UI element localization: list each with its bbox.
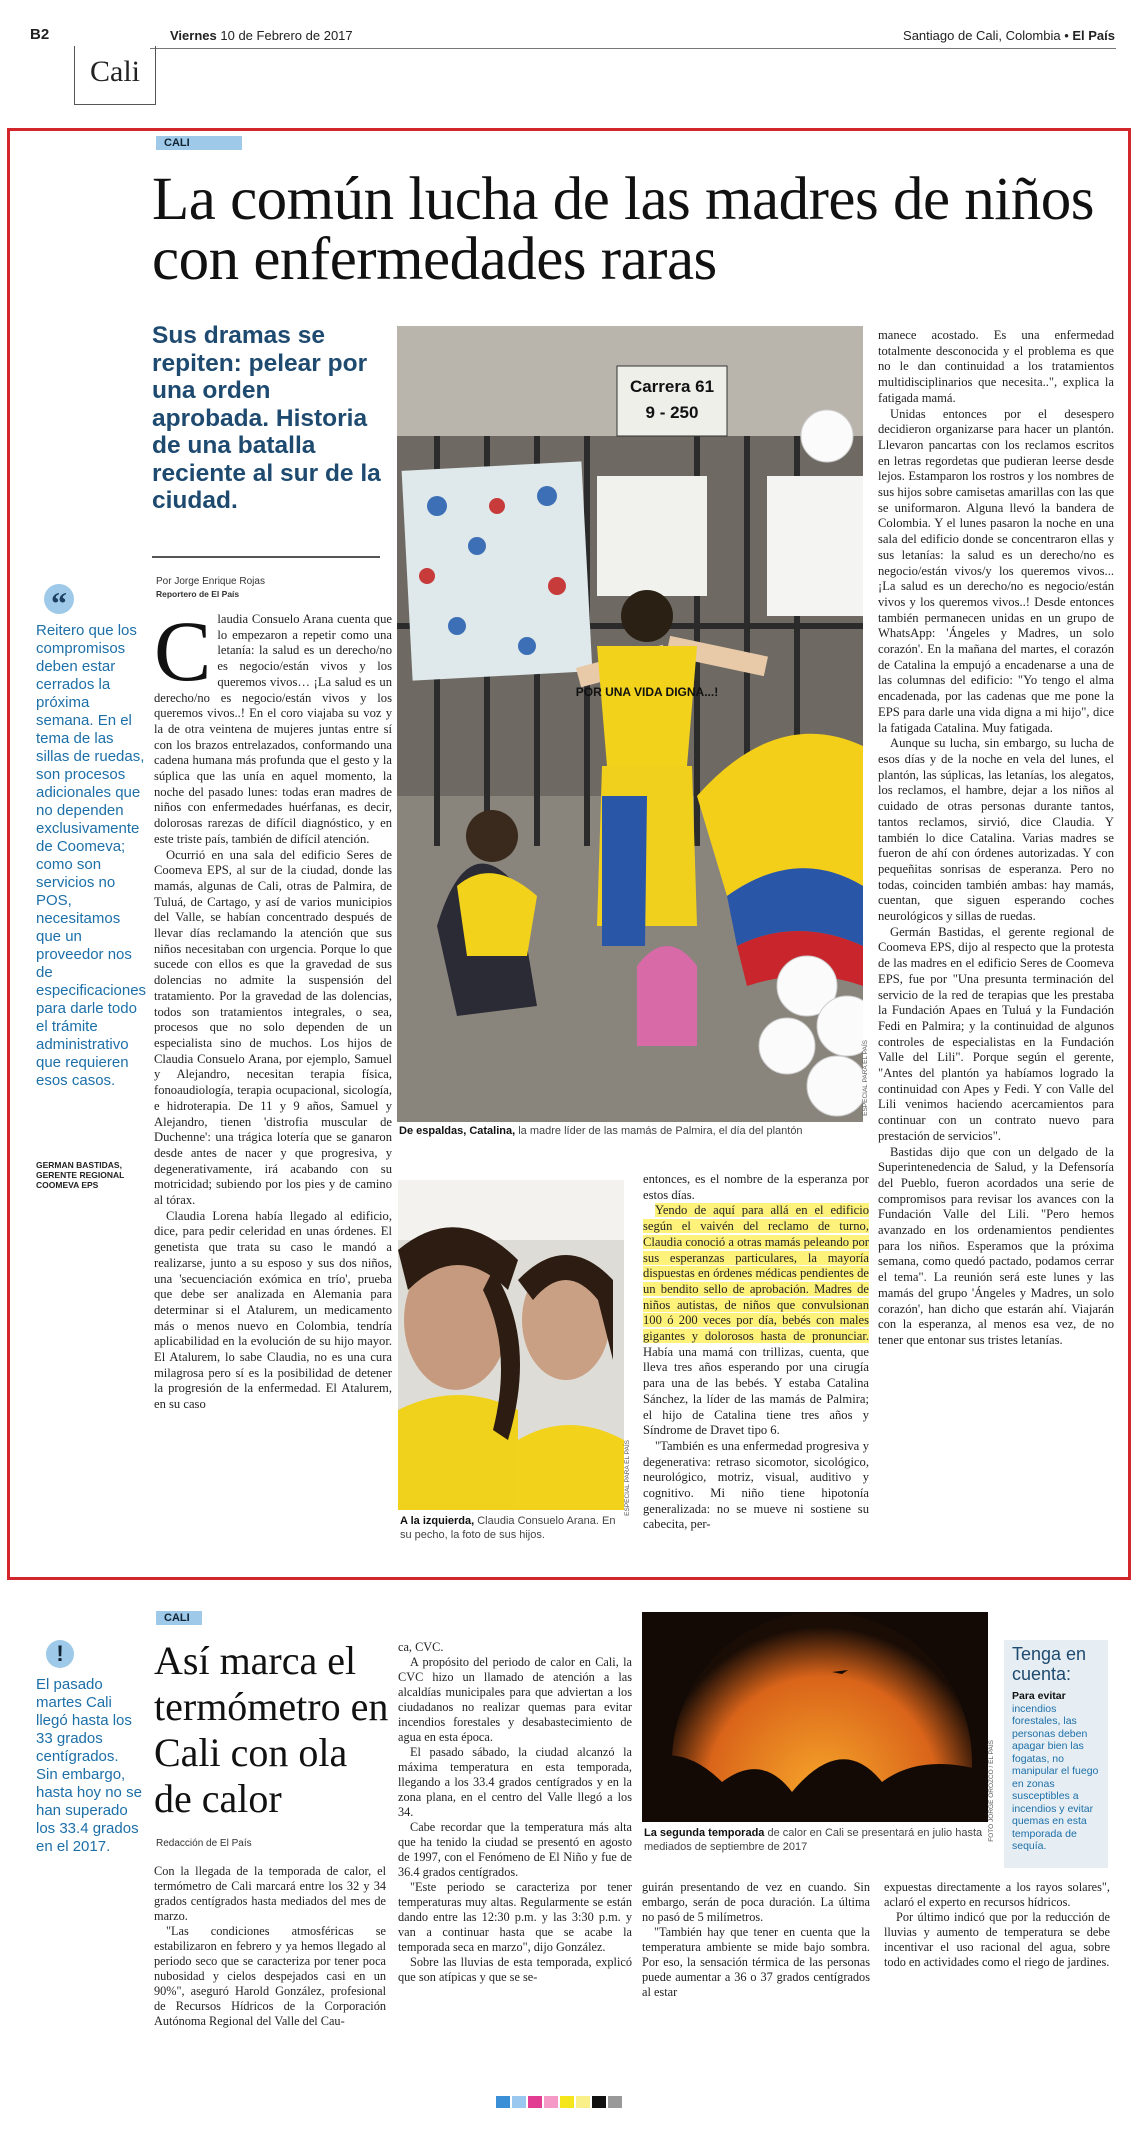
paper-name: El País	[1072, 28, 1115, 43]
photo1-caption-bold: De espaldas, Catalina,	[399, 1125, 516, 1137]
paragraph: Aunque su lucha, sin embargo, su lucha de esos días y de la noche en vela del lunes, el plantón, las súplicas, las letanías, los alegatos, los reclamos, el hambre, dejar a los niños al cuidado de otras personas durante tantos, tantos reclamos, sirvió, dice Claudia. Y también lo dice Catalina. Varias madres se fueron de ahí con órdenes autorizadas. Y con pequeñitas sonrisas de esperanza. Pero no todas, coinciden también ambas: hay mamás, cuentan, que siguen esperando coches neurológicos y sillas de ruedas.	[878, 736, 1114, 924]
tips-box-title: Tenga en cuenta:	[1012, 1644, 1087, 1684]
sunset-photo-image	[642, 1612, 988, 1822]
pull-quote: Reitero que los compromisos deben estar cerrados la próxima semana. En el tema de las sillas de ruedas, son procesos adicionales que no dependen exclusivamente de Coomeva; como son servicios no POS, necesitamos que un proveedor nos de especificaciones para darle todo el trámite administrativo que requieren esos casos.	[36, 622, 147, 1089]
color-swatch	[560, 2096, 574, 2108]
section-flag: Cali	[74, 46, 156, 105]
article2-column-3	[642, 1880, 870, 2064]
drop-cap: C	[154, 612, 212, 699]
paragraph-continued: Había una mamá con trillizas, cuenta, que lleva tres años esperando por una cirugía para una de las bebés. Y estaba Catalina Sánchez, la líder de las mamás de Palmira; el hijo de Catalina tiene tres años y Síndrome de Dravet tipo 6.	[643, 1344, 869, 1438]
byline-role: Reportero de El País	[156, 589, 240, 599]
paragraph: A propósito del periodo de calor en Cali, la CVC hizo un llamado de atención a las alcaldías municipales para que adviertan a los ciudadanos no realizar quemas para evitar incendios forestales y desabastecimiento de agua en esta época.	[398, 1655, 632, 1744]
paragraph: laudia Consuelo Arana cuenta que lo empezaron a repetir como una letanía: la salud es un derecho/no es negocio/están vivos y los queremos vivos… ¡La salud es un derecho/no es negocio/están vivos y los queremos vivos..! En el coro viajaba su voz y la de otra veintena de mujeres juntas entre sí con los brazos entrelazados, conformando una cadena humana más profunda que el gesto y la súplica que las unía en aquel momento, la noche del pasado lunes: todas eran madres de niños con enfermedades huérfanas, es decir, dolorosas rarezas de difícil diagnóstico, y en este triste país, también de difícil atención.	[154, 612, 392, 846]
color-swatch	[608, 2096, 622, 2108]
issue-date	[170, 28, 353, 43]
quote-icon: “	[44, 584, 74, 614]
sunset-caption-text: de calor en Cali se presentará en julio hasta mediados de septiembre de 2017	[644, 1827, 983, 1853]
alert-icon: !	[46, 1640, 74, 1668]
tips-box	[1004, 1640, 1108, 1868]
paragraph: El pasado sábado, la ciudad alcanzó la máxima temperatura en esta temporada, llegando a los 33.4 grados centígrados y en la zona plana, en el centro del Valle llegó a los 34.	[398, 1745, 632, 1819]
photo2-caption	[400, 1514, 624, 1542]
paragraph: Ocurrió en una sala del edificio Seres de Coomeva EPS, al sur de la ciudad, donde las mamás, algunas de Cali, otras de Palmira, de Tuluá, de Cartago, y así de varios municipios del Valle, se habían concentrado después de llevar días reclamando la atención que sus niños necesitaban con urgencia. Porque lo que sucede con ellos es que la gravedad de sus dolencias no admite la suspensión del tratamiento. Por la gravedad de las dolencias, todos son tratamientos integrales, o sea, procesos que no solo dependen de un especialista sino de muchos. Los hijos de Claudia Consuelo Arana, por ejemplo, Samuel y Alejandro, necesitan terapia física, fonoaudiología, terapia ocupacional, sicología, e hidroterapia. De 11 y 9 años, Samuel y Alejandro, tienen 'distrofia muscular de Duchenne': una trágica lotería que se ganaron desde antes de nacer y que progresiva, y degenerativamente, irá acabando con su motricidad; subiendo por los pies y de camino al tórax.	[154, 847, 392, 1208]
photo-sign-number: 9 - 250	[645, 403, 699, 422]
heat-sidebar-note: El pasado martes Cali llegó hasta los 33 grados centígrados. Sin embargo, hasta hoy no se han superado los 33.4 grados en el 2017.	[36, 1676, 142, 1855]
pull-quote-author: GERMAN BASTIDAS, GERENTE REGIONAL COOMEVA EPS	[36, 1160, 125, 1190]
color-swatch	[528, 2096, 542, 2108]
paragraph: "Las condiciones atmosféricas se estabilizaron en febrero y ya hemos llegado al periodo seco que se caracteriza por tener poca nubosidad y cielos despejados casi en un 90%", aseguró Harold González, profesional de Recursos Hídricos de la Corporación Autónoma Regional del Valle del Cau-	[154, 1924, 386, 2028]
location: Santiago de Cali, Colombia	[903, 28, 1061, 43]
article-column-4	[878, 328, 1114, 1562]
byline: Por Jorge Enrique Rojas	[156, 576, 265, 587]
tips-box-lead: Para evitar	[1012, 1690, 1066, 1702]
sunset-photo-credit: FOTO JORGE OROZCO / EL PAÍS	[988, 1740, 995, 1842]
selfie-photo	[398, 1180, 624, 1510]
paragraph: entonces, es el nombre de la esperanza por estos días.	[643, 1172, 869, 1202]
article2-column-1	[154, 1864, 386, 2064]
section-tag: CALI	[156, 136, 242, 150]
protest-photo-image	[397, 326, 863, 1122]
paragraph: Con la llegada de la temporada de calor, el termómetro de Cali marcará entre los 32 y 34 grados centígrados hasta mediados del mes de marzo.	[154, 1864, 386, 1923]
paragraph: Claudia Lorena había llegado al edificio, dice, para pedir celeridad en unas órdenes. El genetista que trata su caso le mandó a realizarse, junto a su esposo y sus dos niños, una 'secuenciación exómica en trío', prueba que debe ser analizada en Alemania para determinar si el Atalurem, un medicamento más o menos nuevo en Colombia, tendría aplicabilidad en la evolución de su hijo mayor. El Atalurem, lo sabe Claudia, no es una cura milagrosa pero sí es la posibilidad de detener la progresión de la enfermedad. El Atalurem, en su caso	[154, 1208, 392, 1412]
page-number: B2	[30, 26, 50, 43]
photo1-credit: ESPECIAL PARA EL PAÍS	[862, 1040, 869, 1116]
sunset-photo	[642, 1612, 988, 1822]
date-day: Viernes	[170, 28, 217, 43]
paragraph: "También es una enfermedad progresiva y degenerativa: retraso sicomotor, sicológico, neurológico, motriz, visual, auditivo y cognitivo. Mi niño tiene hipotonía generalizada: no se mueve ni sostiene su cabecita, per-	[643, 1438, 869, 1532]
article2-column-2	[398, 1640, 632, 2064]
photo1-caption-text: la madre líder de las mamás de Palmira, el día del plantón	[518, 1125, 803, 1137]
color-swatch	[496, 2096, 510, 2108]
tips-box-text	[1012, 1690, 1100, 1853]
protest-photo	[397, 326, 863, 1122]
article2-byline: Redacción de El País	[156, 1838, 252, 1849]
paragraph: manece acostado. Es una enfermedad totalmente desconocida y el problema es que no le dan continuidad a los tratamientos multidisciplinarios que necesita..", explica la fatigada mamá.	[878, 328, 1114, 405]
article-column-3	[643, 1172, 869, 1564]
paragraph: Bastidas dijo que con un delgado de la Superintenedencia de Salud, y la Defensoría del Pueblo, fueron acordados una serie de compromisos para revisar los avances con la Fundación Valle del Lili. "Pero hemos avanzado en los ordenamientos pendientes para los niños. Esperamos que la próxima semana, como quedó pactado, podamos cerrar el tema". La reunión será este lunes y las mamás del grupo 'Ángeles y Madres, un solo corazón', han dicho que estarán ahí. Viajarán con la esperanza, al menos esa vez, de no tener que entonar sus tristes letanías.	[878, 1144, 1114, 1347]
section-tag-2: CALI	[156, 1611, 202, 1625]
paragraph: ca, CVC.	[398, 1640, 444, 1654]
color-swatch	[544, 2096, 558, 2108]
masthead-location: Santiago de Cali, Colombia • El País	[903, 28, 1115, 43]
paragraph: Unidas entonces por el desespero decidieron organizarse para hacer un plantón. Llevaron pancartas con los reclamos escritos en letras regordetas que pudieran leerse desde lejos. Estamparon los rostros y los nombres de sus hijos sobre camisetas amarillas con las que se uniformaron. Alguna llevó la bandera de Colombia. Y el lunes pasaron la noche en una sala del edificio donde se concentraron ellas y sus letanías: la salud es un derecho/no es negocio/están vivos/y los queremos vivos... ¡La salud es un derecho/no es negocio/están vivos y los queremos vivos..! Desde entonces también permanecen unidas en un grupo de WhatsApp: 'Ángeles y Madres, un solo corazón'. En la mañana del martes, el corazón de Catalina la empujó a encadenarse a una de las columnas del edificio: "Yo tengo el alma encadenada, por las cadenas que me pone la EPS para darle una vida digna a mi hijo", dice la fatigada Catalina. Muy fatigada.	[878, 406, 1114, 735]
photo-shirt-text: POR UNA VIDA DIGNA...!	[575, 685, 719, 699]
deck-rule	[152, 556, 380, 558]
sunset-caption-bold: La segunda temporada	[644, 1827, 765, 1839]
paragraph: guirán presentando de vez en cuando. Sin embargo, serán de poca duración. La última no pasó de 5 milímetros.	[642, 1880, 870, 1924]
color-swatch	[512, 2096, 526, 2108]
tips-box-body: incendios forestales, las personas deben apagar bien las fogatas, no manipular el fuego en zonas susceptibles a incendios y evitar quemas en esta temporada de sequía.	[1012, 1702, 1099, 1852]
photo2-caption-text: Claudia Consuelo Arana. En su pecho, la foto de sus hijos.	[400, 1515, 616, 1541]
paragraph: Cabe recordar que la temperatura más alta que ha tenido la ciudad se presentó en agosto de 1997, con el Fenómeno de El Niño y fue de 36.4 grados centígrados.	[398, 1820, 632, 1879]
paragraph: "Este periodo se caracteriza por tener temperaturas muy altas. Regularmente se están dando entre las 12:30 p.m. y las 3:30 p.m. y van a continuar hasta que se acabe la temporada seca en marzo", dijo González.	[398, 1880, 632, 1954]
selfie-photo-image	[398, 1180, 624, 1510]
print-color-bar	[496, 2096, 622, 2108]
article-deck: Sus dramas se repiten: pelear por una orden aprobada. Historia de una batalla reciente al sur de la ciudad.	[152, 322, 381, 514]
photo2-caption-bold: A la izquierda,	[400, 1515, 475, 1527]
photo1-caption	[399, 1124, 869, 1138]
masthead-rule	[150, 48, 1116, 49]
paragraph: expuestas directamente a los rayos solares", aclaró el experto en recursos hídricos.	[884, 1880, 1110, 1909]
paragraph: Germán Bastidas, el gerente regional de Coomeva EPS, dijo al respecto que la protesta de las madres en el edificio Seres de Coomeva EPS, fue por "Una presunta terminación del servicio de la red de terapias que les prestaba la Fundación Apaes en Tuluá y la Fundación Fedi en Palmira; y la continuidad de algunos controles de especialistas en la Fundación Valle del Lili". Porque según el gerente, "Antes del plantón ya habíamos logrado la continuidad con Apes y Fedi. Y con Valle del Lili venimos haciendo acercamientos para continuar con un contrato nuevo para prestación de servicios".	[878, 924, 1114, 1143]
paragraph	[643, 1203, 869, 1439]
paragraph: Por último indicó que por la reducción de lluvias y aumento de temperatura se debe incentivar el uso racional del agua, sobre todo en actividades como el riego de jardines.	[884, 1910, 1110, 1969]
date-rest: 10 de Febrero de 2017	[220, 28, 353, 43]
paragraph: Sobre las lluvias de esta temporada, explicó que son atípicas y que se se-	[398, 1955, 632, 1984]
color-swatch	[576, 2096, 590, 2108]
article-column-1	[154, 612, 392, 1562]
paragraph: "También hay que tener en cuenta que la temperatura ambiente se mide bajo sombra. Por eso, la sensación térmica de las personas puede aumentar a 36 o 37 grados centígrados al estar	[642, 1925, 870, 1999]
sunset-photo-caption	[644, 1826, 994, 1854]
color-swatch	[592, 2096, 606, 2108]
article-headline: La común lucha de las madres de niños con enfermedades raras	[152, 166, 1094, 293]
photo-sign-text: Carrera 61	[629, 377, 715, 396]
article2-column-4	[884, 1880, 1110, 2064]
photo2-credit: ESPECIAL PARA EL PAÍS	[624, 1440, 631, 1516]
highlighted-text: Yendo de aquí para allá en el edificio según el vaivén del reclamo de turno, Claudia conoció a otras mamás peleando por sus esperanzas particulares, la mayoría dispuestas en órdenes médicas pendientes de un bendito sello de aprobación. Madres de niños autistas, de niños que convulsionan 100 ó 200 veces por día, bebés con males gigantes y dolorosos hasta de pronunciar.	[643, 1203, 869, 1344]
article2-headline: Así marca el termómetro en Cali con ola de calor	[154, 1638, 389, 1821]
